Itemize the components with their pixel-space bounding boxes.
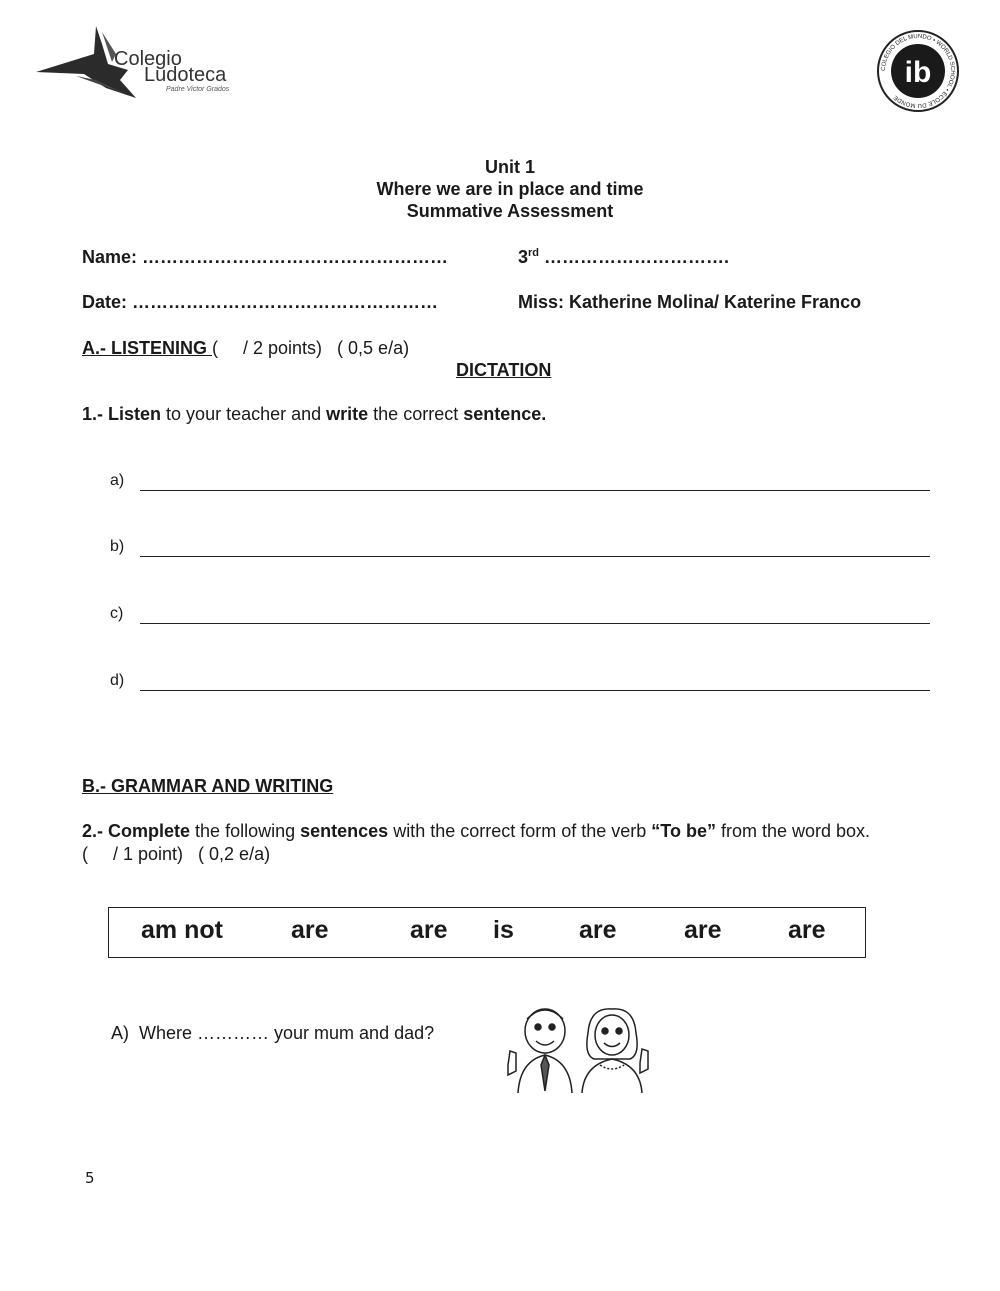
logo-tagline: Padre Victor Grados — [166, 86, 230, 93]
ib-ring-text: COLEGIO DEL MUNDO • WORLD SCHOOL • ÉCOLE DU MONDE — [880, 33, 956, 109]
q2-word-complete: Complete — [108, 821, 191, 841]
word-box — [108, 907, 866, 958]
answer-line-a[interactable] — [110, 472, 930, 496]
answer-label: b) — [110, 538, 125, 555]
word-chip[interactable]: is — [493, 916, 514, 944]
school-logo — [36, 24, 251, 104]
q2-number: 2.- — [82, 821, 104, 841]
page-number: 5 — [85, 1169, 95, 1187]
parents-illustration — [500, 1003, 655, 1095]
answer-line-d[interactable] — [110, 672, 930, 696]
teacher-name: Miss: Katherine Molina/ Katerine Franco — [518, 292, 862, 312]
ib-seal-icon — [875, 28, 961, 114]
grade-sup: rd — [528, 247, 540, 259]
logo-line2: Ludoteca — [144, 64, 227, 86]
writing-line[interactable] — [140, 556, 930, 557]
name-dots[interactable]: …………………………………………… — [142, 247, 449, 267]
theme-title: Where we are in place and time — [376, 179, 644, 199]
q1-word-write: write — [326, 404, 369, 424]
section-a-heading-row — [82, 338, 409, 359]
q1-text-1: to your teacher and — [161, 404, 327, 424]
item-a-label: A) — [111, 1023, 129, 1043]
q1-word-sentence: sentence. — [463, 404, 547, 424]
item-a-text[interactable]: Where ………… your mum and dad? — [139, 1023, 435, 1043]
word-chip[interactable]: are — [684, 916, 722, 944]
date-dots[interactable]: …………………………………………… — [132, 292, 439, 312]
section-a-heading: A.- LISTENING — [82, 338, 212, 358]
name-label: Name: — [82, 247, 138, 267]
assessment-title: Summative Assessment — [406, 201, 614, 221]
answer-line-c[interactable] — [110, 605, 930, 629]
q2-word-sentences: sentences — [300, 821, 389, 841]
word-chip[interactable]: are — [579, 916, 617, 944]
writing-line[interactable] — [140, 623, 930, 624]
q1-text-2: the correct — [368, 404, 464, 424]
ib-logo — [875, 28, 961, 114]
date-label: Date: — [82, 292, 128, 312]
ib-letters: ib — [904, 56, 932, 89]
grade-row — [518, 247, 729, 268]
mum-and-dad-icon — [500, 1003, 655, 1095]
grade-number: 3 — [518, 247, 529, 267]
question-2 — [82, 821, 870, 842]
grade-dots[interactable]: …………………………. — [544, 247, 730, 267]
answer-label: c) — [110, 605, 124, 622]
section-b-points: ( / 1 point) ( 0,2 e/a) — [82, 844, 271, 864]
word-chip[interactable]: are — [291, 916, 329, 944]
unit-title: Unit 1 — [484, 157, 535, 177]
question-1 — [82, 404, 546, 425]
word-chip[interactable]: are — [788, 916, 826, 944]
q2-text-3: from the word box. — [715, 821, 871, 841]
name-row — [82, 247, 448, 268]
q1-word-listen: Listen — [108, 404, 162, 424]
date-row — [82, 292, 438, 313]
section-b-heading: B.- GRAMMAR AND WRITING — [82, 776, 334, 796]
answer-line-b[interactable] — [110, 538, 930, 562]
writing-line[interactable] — [140, 490, 930, 491]
q1-number: 1.- — [82, 404, 104, 424]
q2-text-2: with the correct form of the verb — [388, 821, 652, 841]
section-a-points: ( / 2 points) ( 0,5 e/a) — [212, 338, 410, 358]
item-a — [111, 1023, 434, 1044]
dictation-heading: DICTATION — [456, 360, 552, 380]
logo-line1: Colegio — [114, 48, 182, 70]
q2-text-1: the following — [190, 821, 301, 841]
word-chip[interactable]: am not — [141, 916, 223, 944]
q2-word-to-be: “To be” — [651, 821, 716, 841]
answer-label: a) — [110, 472, 125, 489]
writing-line[interactable] — [140, 690, 930, 691]
answer-label: d) — [110, 672, 125, 689]
word-chip[interactable]: are — [410, 916, 448, 944]
